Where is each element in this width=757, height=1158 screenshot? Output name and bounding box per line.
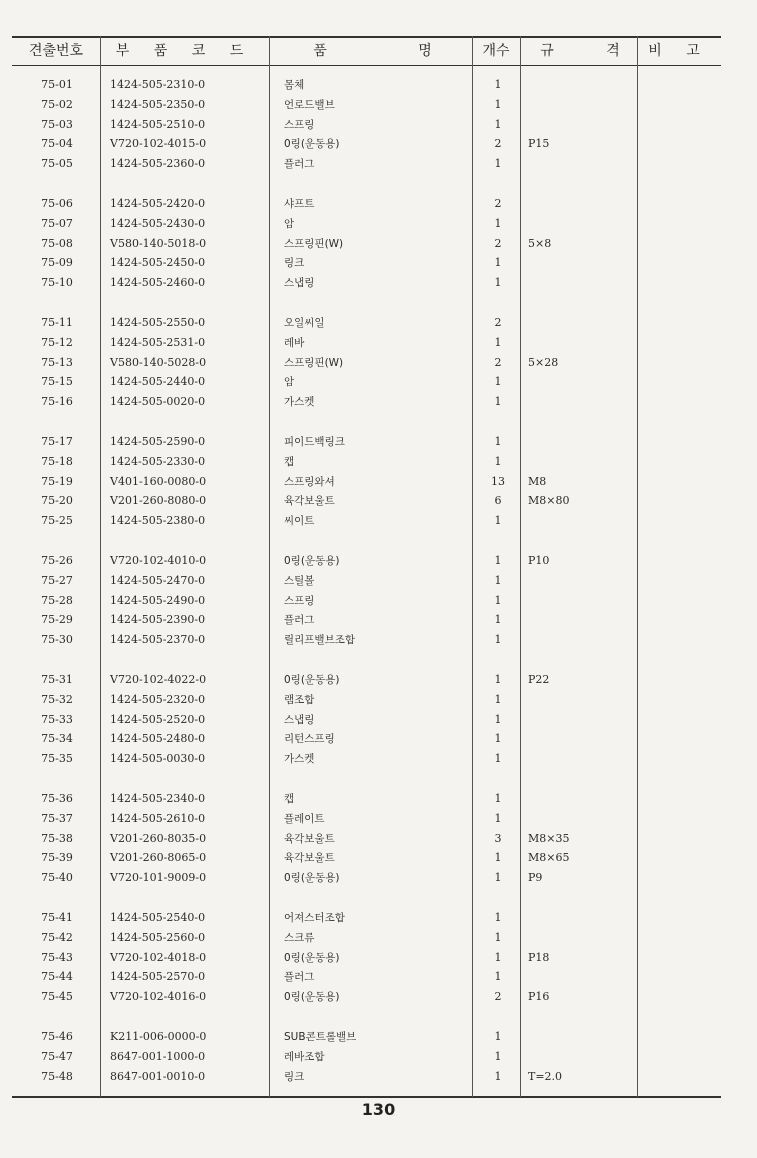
header-part-name-2: 명 xyxy=(418,43,432,59)
part-name: 어져스터조합 xyxy=(284,912,345,924)
part-name: 스프링 xyxy=(284,118,315,131)
part-code: 1424-505-2540-0 xyxy=(110,911,206,924)
part-code: V720-101-9009-0 xyxy=(110,871,207,885)
item-number: 75-09 xyxy=(41,256,73,270)
part-code: 1424-505-2570-0 xyxy=(110,970,206,984)
quantity: 1 xyxy=(494,157,502,171)
table-row xyxy=(0,353,757,373)
quantity: 1 xyxy=(494,950,502,964)
quantity: 1 xyxy=(494,256,502,270)
part-name: 레바 xyxy=(284,336,305,349)
part-code: V720-102-4022-0 xyxy=(110,673,207,686)
part-code: 1424-505-2531-0 xyxy=(110,335,206,349)
part-code: 1424-505-2450-0 xyxy=(110,256,206,270)
part-name: 플러그 xyxy=(284,971,315,984)
part-name: 몸체 xyxy=(284,79,305,91)
part-code: 1424-505-2320-0 xyxy=(110,692,206,706)
item-number: 75-08 xyxy=(41,236,73,250)
table-row xyxy=(0,134,757,154)
table-row xyxy=(0,273,757,293)
part-code: V720-102-4016-0 xyxy=(110,990,207,1004)
quantity: 1 xyxy=(494,514,502,528)
quantity: 2 xyxy=(494,236,502,250)
table-row xyxy=(0,749,757,769)
item-number: 75-18 xyxy=(41,454,73,468)
table-row xyxy=(0,75,757,95)
part-name: 릴리프밸브조합 xyxy=(284,634,356,647)
item-number: 75-11 xyxy=(41,316,73,329)
item-number: 75-07 xyxy=(41,216,73,230)
quantity: 1 xyxy=(494,97,502,111)
part-name: 스프링핀(W) xyxy=(284,356,344,369)
quantity: 1 xyxy=(494,1069,502,1083)
item-number: 75-34 xyxy=(41,732,73,746)
part-code: 1424-505-2390-0 xyxy=(110,613,206,627)
header-spec-1: 규 xyxy=(540,43,554,59)
part-code: 1424-505-2310-0 xyxy=(110,78,206,91)
item-number: 75-41 xyxy=(41,911,73,924)
part-name: 링크 xyxy=(284,257,305,270)
quantity: 1 xyxy=(494,1049,502,1063)
quantity: 1 xyxy=(494,375,502,389)
quantity: 1 xyxy=(494,692,502,706)
quantity: 2 xyxy=(494,990,502,1004)
item-number: 75-45 xyxy=(41,990,73,1004)
part-code: V720-102-4018-0 xyxy=(110,950,207,964)
item-number: 75-48 xyxy=(41,1069,73,1083)
quantity: 1 xyxy=(494,911,502,924)
item-number: 75-17 xyxy=(41,435,73,448)
specification: M8×65 xyxy=(528,851,570,865)
table-row xyxy=(0,511,757,531)
part-code: 1424-505-2430-0 xyxy=(110,216,206,230)
item-number: 75-19 xyxy=(41,474,73,488)
quantity: 1 xyxy=(494,732,502,746)
item-number: 75-05 xyxy=(41,157,73,171)
specification: 5×28 xyxy=(528,355,559,369)
part-name: 가스켓 xyxy=(284,396,315,409)
quantity: 1 xyxy=(494,573,502,587)
part-code: 1424-505-2510-0 xyxy=(110,117,206,131)
quantity: 1 xyxy=(494,811,502,825)
part-code: V201-260-8035-0 xyxy=(110,831,207,845)
part-name: 육각보울트 xyxy=(284,832,335,845)
table-header-rule xyxy=(12,65,721,66)
item-number: 75-16 xyxy=(41,395,73,409)
part-code: 1424-505-2380-0 xyxy=(110,514,206,528)
part-name: 스냅링 xyxy=(284,713,315,726)
table-row xyxy=(0,690,757,710)
item-number: 75-28 xyxy=(41,593,73,607)
part-code: 1424-505-2360-0 xyxy=(110,157,206,171)
part-name: 스프링와셔 xyxy=(284,475,335,488)
part-name: 스냅링 xyxy=(284,277,315,290)
item-number: 75-42 xyxy=(41,930,73,944)
table-row xyxy=(0,967,757,987)
part-code: 1424-505-2490-0 xyxy=(110,593,206,607)
item-number: 75-06 xyxy=(41,197,73,210)
specification: P15 xyxy=(528,137,550,151)
table-row xyxy=(0,987,757,1007)
quantity: 1 xyxy=(494,712,502,726)
part-code: 1424-505-2610-0 xyxy=(110,811,206,825)
specification: T=2.0 xyxy=(528,1069,563,1083)
item-number: 75-37 xyxy=(41,811,73,825)
part-name: 플러그 xyxy=(284,158,315,171)
table-row xyxy=(0,214,757,234)
table-row xyxy=(0,928,757,948)
part-name: 언로드밸브 xyxy=(284,98,335,111)
table-row xyxy=(0,313,757,333)
table-row xyxy=(0,432,757,452)
part-code: V720-102-4010-0 xyxy=(110,554,207,567)
part-name: 링크 xyxy=(284,1070,305,1083)
page-number: 130 xyxy=(361,1100,396,1119)
table-row xyxy=(0,908,757,928)
part-name: 캡 xyxy=(284,455,295,468)
part-name: 오일씨일 xyxy=(284,317,325,329)
header-item-number: 견출번호 xyxy=(28,43,84,59)
table-row xyxy=(0,809,757,829)
quantity: 2 xyxy=(494,355,502,369)
quantity: 3 xyxy=(494,831,502,845)
quantity: 1 xyxy=(494,851,502,865)
quantity: 1 xyxy=(494,276,502,290)
quantity: 2 xyxy=(494,316,502,329)
quantity: 1 xyxy=(494,335,502,349)
item-number: 75-10 xyxy=(41,276,73,290)
part-code: 1424-505-0020-0 xyxy=(110,395,206,409)
table-row xyxy=(0,1027,757,1047)
part-name: 스프링핀(W) xyxy=(284,237,344,250)
specification: M8 xyxy=(528,474,547,488)
quantity: 1 xyxy=(494,395,502,409)
specification: P22 xyxy=(528,673,550,686)
table-row xyxy=(0,610,757,630)
item-number: 75-25 xyxy=(41,514,73,528)
part-code: 1424-505-2560-0 xyxy=(110,930,206,944)
table-row xyxy=(0,551,757,571)
table-row xyxy=(0,948,757,968)
item-number: 75-26 xyxy=(41,554,73,567)
part-name: 암 xyxy=(284,217,295,230)
specification: M8×80 xyxy=(528,494,570,508)
item-number: 75-44 xyxy=(41,970,73,984)
part-name: 0링(운동용) xyxy=(284,872,340,885)
header-part-code: 부 품 코 드 xyxy=(115,43,254,59)
part-code: 1424-505-2420-0 xyxy=(110,197,206,210)
table-row xyxy=(0,591,757,611)
item-number: 75-13 xyxy=(41,355,73,369)
table-row xyxy=(0,710,757,730)
quantity: 1 xyxy=(494,673,502,686)
item-number: 75-35 xyxy=(41,752,73,766)
table-row xyxy=(0,452,757,472)
table-row xyxy=(0,491,757,511)
part-code: 1424-505-2590-0 xyxy=(110,435,206,448)
part-code: 1424-505-2470-0 xyxy=(110,573,206,587)
item-number: 75-02 xyxy=(41,97,73,111)
part-name: 리턴스프링 xyxy=(284,733,335,746)
part-code: V580-140-5028-0 xyxy=(110,355,207,369)
item-number: 75-01 xyxy=(41,78,73,91)
table-row xyxy=(0,115,757,135)
part-code: V720-102-4015-0 xyxy=(110,137,207,151)
item-number: 75-32 xyxy=(41,692,73,706)
item-number: 75-12 xyxy=(41,335,73,349)
item-number: 75-33 xyxy=(41,712,73,726)
quantity: 1 xyxy=(494,613,502,627)
part-code: 1424-505-2520-0 xyxy=(110,712,206,726)
table-row xyxy=(0,571,757,591)
quantity: 2 xyxy=(494,137,502,151)
specification: M8×35 xyxy=(528,831,570,845)
quantity: 2 xyxy=(494,197,502,210)
part-code: V201-260-8080-0 xyxy=(110,494,207,508)
part-code: 1424-505-0030-0 xyxy=(110,752,206,766)
item-number: 75-39 xyxy=(41,851,73,865)
item-number: 75-29 xyxy=(41,613,73,627)
quantity: 6 xyxy=(494,494,502,508)
part-name: 램조합 xyxy=(284,693,315,706)
quantity: 1 xyxy=(494,117,502,131)
part-name: 캡 xyxy=(284,793,295,805)
table-row xyxy=(0,848,757,868)
table-row xyxy=(0,630,757,650)
part-name: 레바조합 xyxy=(284,1050,325,1063)
part-name: 플레이트 xyxy=(284,812,325,825)
part-name: 육각보울트 xyxy=(284,852,335,865)
item-number: 75-04 xyxy=(41,137,73,151)
part-name: 스프링 xyxy=(284,594,315,607)
part-code: 1424-505-2340-0 xyxy=(110,792,206,805)
table-row xyxy=(0,154,757,174)
quantity: 13 xyxy=(491,474,505,488)
part-name: 0링(운동용) xyxy=(284,138,340,151)
table-bottom-rule xyxy=(12,1096,721,1098)
quantity: 1 xyxy=(494,752,502,766)
part-name: 스틸볼 xyxy=(284,574,315,587)
part-code: K211-006-0000-0 xyxy=(110,1030,207,1043)
part-code: 8647-001-0010-0 xyxy=(110,1069,206,1083)
part-name: 플러그 xyxy=(284,614,315,627)
header-part-name-1: 품 xyxy=(313,43,327,59)
quantity: 1 xyxy=(494,871,502,885)
header-note: 비 고 xyxy=(648,43,710,59)
table-row xyxy=(0,829,757,849)
quantity: 1 xyxy=(494,930,502,944)
part-code: V201-260-8065-0 xyxy=(110,851,207,865)
table-row xyxy=(0,234,757,254)
item-number: 75-15 xyxy=(41,375,73,389)
quantity: 1 xyxy=(494,970,502,984)
part-name: SUB콘트롤밸브 xyxy=(284,1031,357,1043)
quantity: 1 xyxy=(494,792,502,805)
table-row xyxy=(0,372,757,392)
part-code: 1424-505-2460-0 xyxy=(110,276,206,290)
item-number: 75-47 xyxy=(41,1049,73,1063)
table-row xyxy=(0,1067,757,1087)
part-code: V401-160-0080-0 xyxy=(110,474,207,488)
table-row xyxy=(0,333,757,353)
table-row xyxy=(0,253,757,273)
quantity: 1 xyxy=(494,633,502,647)
header-quantity: 개수 xyxy=(482,43,510,59)
item-number: 75-31 xyxy=(41,673,73,686)
table-row xyxy=(0,1047,757,1067)
part-code: 1424-505-2480-0 xyxy=(110,732,206,746)
quantity: 1 xyxy=(494,78,502,91)
header-spec-2: 격 xyxy=(606,43,620,59)
table-row xyxy=(0,670,757,690)
part-name: 0링(운동용) xyxy=(284,555,340,567)
item-number: 75-36 xyxy=(41,792,73,805)
item-number: 75-46 xyxy=(41,1030,73,1043)
part-code: 8647-001-1000-0 xyxy=(110,1049,206,1063)
part-name: 피이드백링크 xyxy=(284,436,345,448)
item-number: 75-03 xyxy=(41,117,73,131)
part-code: 1424-505-2550-0 xyxy=(110,316,206,329)
item-number: 75-43 xyxy=(41,950,73,964)
table-row xyxy=(0,194,757,214)
table-row xyxy=(0,868,757,888)
part-code: 1424-505-2330-0 xyxy=(110,454,206,468)
quantity: 1 xyxy=(494,554,502,567)
part-name: 샤프트 xyxy=(284,198,315,210)
quantity: 1 xyxy=(494,454,502,468)
specification: P16 xyxy=(528,990,550,1004)
table-row xyxy=(0,392,757,412)
table-row xyxy=(0,729,757,749)
item-number: 75-30 xyxy=(41,633,73,647)
quantity: 1 xyxy=(494,216,502,230)
part-code: 1424-505-2440-0 xyxy=(110,375,206,389)
quantity: 1 xyxy=(494,1030,502,1043)
table-row xyxy=(0,472,757,492)
part-name: 0링(운동용) xyxy=(284,674,340,686)
part-code: 1424-505-2350-0 xyxy=(110,97,206,111)
quantity: 1 xyxy=(494,593,502,607)
part-code: 1424-505-2370-0 xyxy=(110,633,206,647)
specification: P18 xyxy=(528,950,550,964)
table-row xyxy=(0,95,757,115)
specification: 5×8 xyxy=(528,236,552,250)
part-name: 육각보울트 xyxy=(284,495,335,508)
part-name: 암 xyxy=(284,376,295,389)
item-number: 75-40 xyxy=(41,871,73,885)
table-row xyxy=(0,789,757,809)
item-number: 75-20 xyxy=(41,494,73,508)
part-code: V580-140-5018-0 xyxy=(110,236,207,250)
part-name: 0링(운동용) xyxy=(284,951,340,964)
part-name: 씨이트 xyxy=(284,515,315,528)
part-name: 0링(운동용) xyxy=(284,991,340,1004)
quantity: 1 xyxy=(494,435,502,448)
item-number: 75-38 xyxy=(41,831,73,845)
item-number: 75-27 xyxy=(41,573,73,587)
part-name: 스크류 xyxy=(284,931,315,944)
specification: P10 xyxy=(528,554,550,567)
specification: P9 xyxy=(528,871,543,885)
part-name: 가스켓 xyxy=(284,753,315,766)
